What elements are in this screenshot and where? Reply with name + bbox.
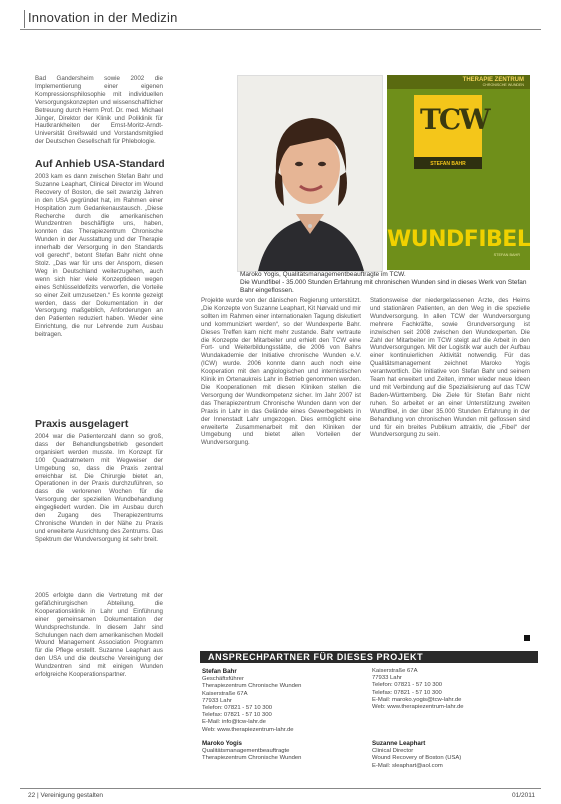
paragraph-usa-standard: 2003 kam es dann zwischen Stefan Bahr und Suzanne Leaphart, Clinical Director im Wound Recovery of Boston, die seit zwanzig Jahren in den USA gegründet hat, im Rahmen einer Hospitation zum Gedankenaustausch. „Diese Recherche durch die amerikanischen Wundzentren beschäftigte uns, haben, konnten das Therapiezentrum Chronische Wunden in der Ausstattung und der Therapie innerhalb der Versorgung in den Standards voll gerecht“, betont Stefan Bahr nicht ohne Stolz. „Das war für uns der Ansporn, diesen Weg in Deutschland weiterzugehen, auch wenn sich hier viele Konzeptideen wegen eines Schlüsseldefizits verworfen, die Vorteile so einer Zeit umzusetzen.“ Es konnte gezeigt werden, dass der Dokumentation in der Versorgung maßgeblich, Anforderungen an den Patienten reduziert haben. Wieder eine Einrichtung, die nur Lehrende zum Ausbau beitragen. — [35, 173, 163, 339]
footer-divider — [20, 788, 541, 789]
header-accent-line — [24, 10, 25, 28]
portrait-photo — [237, 75, 383, 272]
contact-line: Kaiserstraße 67A — [202, 690, 248, 697]
column-1-intro — [35, 75, 163, 159]
column-2 — [201, 297, 361, 639]
book-cover-wundfibel — [387, 75, 530, 270]
contact-banner-text: ANSPRECHPARTNER FÜR DIESES PROJEKT — [208, 652, 424, 662]
column-1-para1 — [35, 173, 163, 416]
heading-praxis-ausgelagert: Praxis ausgelagert — [35, 418, 129, 430]
contact-name: Stefan Bahr — [202, 668, 237, 675]
tcw-logo — [414, 95, 489, 169]
footer-page-label: 22 | Vereinigung gestalten — [28, 792, 104, 799]
contact-name: Maroko Yogis — [202, 740, 242, 747]
footer-issue-date: 01/2011 — [511, 792, 535, 799]
contact-stefan-bahr — [202, 668, 362, 734]
intro-paragraph: Bad Gandersheim sowie 2002 die Implementierung einer eigenen Kompressionsphilosophie mit individuellen Versorgungskonzepten und wissenschaftlicher Betreuung durch Herrn Prof. Dr. med. Michael Jünger, Direktor der Klinik und Poliklinik für Hautkrankheiten der Ernst-Moritz-Arndt-Universität Greifswald und Vorstandsmitglied der Deutschen Gesellschaft für Phlebologie. — [35, 75, 163, 146]
caption-line-2: Die Wundfibel - 35.000 Stunden Erfahrung mit chronischen Wunden sind in dieses Werk von Stefan Bahr eingeflossen. — [240, 279, 527, 295]
contact-line[interactable]: Web: www.therapiezentrum-lahr.de — [202, 726, 294, 733]
contact-line[interactable]: E-Mail: info@tcw-lahr.de — [202, 719, 266, 726]
contact-line: Telefax: 07821 - 57 10 300 — [372, 689, 442, 696]
contact-line: Kaiserstraße 67A — [372, 668, 418, 674]
paragraph-kooperation: 2005 erfolgte dann die Vertretung mit der gefäßchirurgischen Abteilung, die Kooperationsklinik in Lahr und Einführung einer gemeinsamen Dokumentation der Wundsprechstunde. In diesem Jahr sind Schulungen nach dem amerikanischen Modell Wound Management Association Programm für die Pflege erstellt. Suzanne Leaphart aus den USA und die deutsche Vereinigung der Wundzentren sind mit einigen Wunden erfolgreiche Kooperationspartner. — [35, 592, 163, 679]
header-divider — [20, 29, 541, 30]
heading-usa-standard: Auf Anhieb USA-Standard — [35, 158, 165, 170]
contact-line: Clinical Director — [372, 748, 414, 755]
column-1-para3 — [35, 592, 163, 778]
contact-line: Telefax: 07821 - 57 10 300 — [202, 712, 272, 719]
tcw-logo-band-text: STEFAN BAHR — [430, 161, 466, 167]
contact-line: Therapiezentrum Chronische Wunden — [202, 755, 302, 762]
article-end-mark — [524, 635, 530, 641]
section-title: Innovation in der Medizin — [28, 10, 178, 25]
column-3 — [370, 297, 530, 639]
tcw-logo-letters: TCW — [420, 103, 489, 136]
contact-banner — [200, 651, 538, 663]
book-banner-line1: THERAPIE ZENTRUM — [462, 77, 524, 83]
paragraph-praxis-ausgelagert: 2004 war die Patientenzahl dann so groß, dass der Behandlungsbetrieb gesondert organisiert werden musste. Im Konzept für 100 Quadratmetern mit Wegweiser der Umgebung so, dass die Praxis zentral erreichbar ist. Die Chirurgie bietet an, Operationen in der Praxis durchzuführen, so dass die verlorenen Wochen für die Versorgung der speziellen Wundbehandlung eingegliedert wurden. Die im Ausbau durch den Zugang des Therapiezentrums Chronische Wunden in der Nähe zu Praxis und erweiterte Ausrichtung des Zentrums. Das Spektrum der Wundversorgung ist sehr breit. — [35, 433, 163, 543]
contact-suzanne-leaphart — [372, 740, 532, 770]
contact-address-right — [372, 668, 532, 711]
column-3-text: Stationsweise der niedergelassenen Ärzte, des Heims und stationären Patienten, an den Weg in die spezielle Wundversorgung. In allen TCW der Wundversorgung mehrere Fachkräfte, sowie Grundversorgung ist inzwischen seit 2008 zwischen den Wundexperten. Die Zahl der Mitarbeiter im TCW steigt auf die Arbeit in den Wundversorgungen. Mit der Logistik war auch der Aufbau einer kontinuierlichen Aktivität notwendig. Für das Qualitätsmanagement zeichnet Maroko Yogis verantwortlich. Die Initiative von Stefan Bahr und seinem Team hat erweitert und Zeiten, immer wieder neue Ideen und mit Verbindung auf die Spezialisierung auf das TCW Baden-Württemberg. Die Ziele für Stefan Bahr nicht ruhen. So arbeitet er an einer Unterstützung zweiten Wundfibel, in der über 35.000 Stunden Erfahrung in der Behandlung von chronischen Wunden mit geflossen sind und für ein breites Publikum attraktiv, die „Fibel“ der Wundversorgung zu sein. — [370, 297, 530, 439]
book-title: WUNDFIBEL — [387, 227, 530, 252]
contact-line[interactable]: E-Mail: sleaphart@aol.com — [372, 762, 443, 769]
book-author: STEFAN BAHR — [493, 253, 520, 257]
contact-line: Telefon: 07821 - 57 10 300 — [202, 705, 273, 712]
caption-line-1: Maroko Yogis, Qualitätsmanagementbeauftragte im TCW. — [240, 271, 406, 278]
image-caption — [240, 271, 530, 296]
contact-line: 77933 Lahr — [372, 675, 402, 682]
book-banner-line2: CHRONISCHE WUNDEN — [482, 83, 524, 87]
contact-line[interactable]: E-Mail: maroko.yogis@tcw-lahr.de — [372, 696, 462, 703]
column-2-text: Projekte wurde von der dänischen Regierung unterstützt. „Die Konzepte von Suzanne Leaphart, Kit Nørvald und mir sollten im Rahmen einer internationalen Tagung diskutiert und kommuniziert werden“, so der Wundexperte Bahr. Dieses Treffen kam nicht mehr zustande. Bahr vertraute die Konzepte der Mitarbeiter und erhielt den TCW eine Fort- und Weiterbildungsstätte, die 2006 von Bahrs Wundakademie der Initiative chronische Wunden e.V. (ICW) wurde. 2006 konnte dann auch noch eine Kooperation mit den angiologischen und internistischen Klinik im Ortenaukreis Lahr in Betrieb genommen werden. Die Kooperationen mit diesen Kliniken stellen die Versorgung der Wundkompetenz sicher. Im Jahr 2007 ist das Therapiezentrum Chronische Wunden dann von der Praxis in Lahr in das Gelände eines Gewerbegebiets in der Innenstadt Lahr umgezogen. Dies ermöglicht eine erweiterte Zusammenarbeit mit den Kliniken der Umgebung und bietet allen Vorteilen der Wundversorgung. — [201, 297, 361, 447]
contact-line: Wound Recovery of Boston (USA) — [372, 755, 462, 762]
contact-line: Geschäftsführer — [202, 676, 244, 683]
contact-maroko-yogis — [202, 740, 362, 763]
contact-line[interactable]: Web: www.therapiezentrum-lahr.de — [372, 704, 464, 711]
contact-name: Suzanne Leaphart — [372, 740, 426, 747]
portrait-illustration — [238, 76, 382, 271]
column-1-para2 — [35, 433, 163, 589]
contact-line: Qualitätsmanagementbeauftragte — [202, 748, 290, 755]
contact-line: 77933 Lahr — [202, 697, 232, 704]
contact-line: Therapiezentrum Chronische Wunden — [202, 683, 302, 690]
contact-line: Telefon: 07821 - 57 10 300 — [372, 682, 443, 689]
